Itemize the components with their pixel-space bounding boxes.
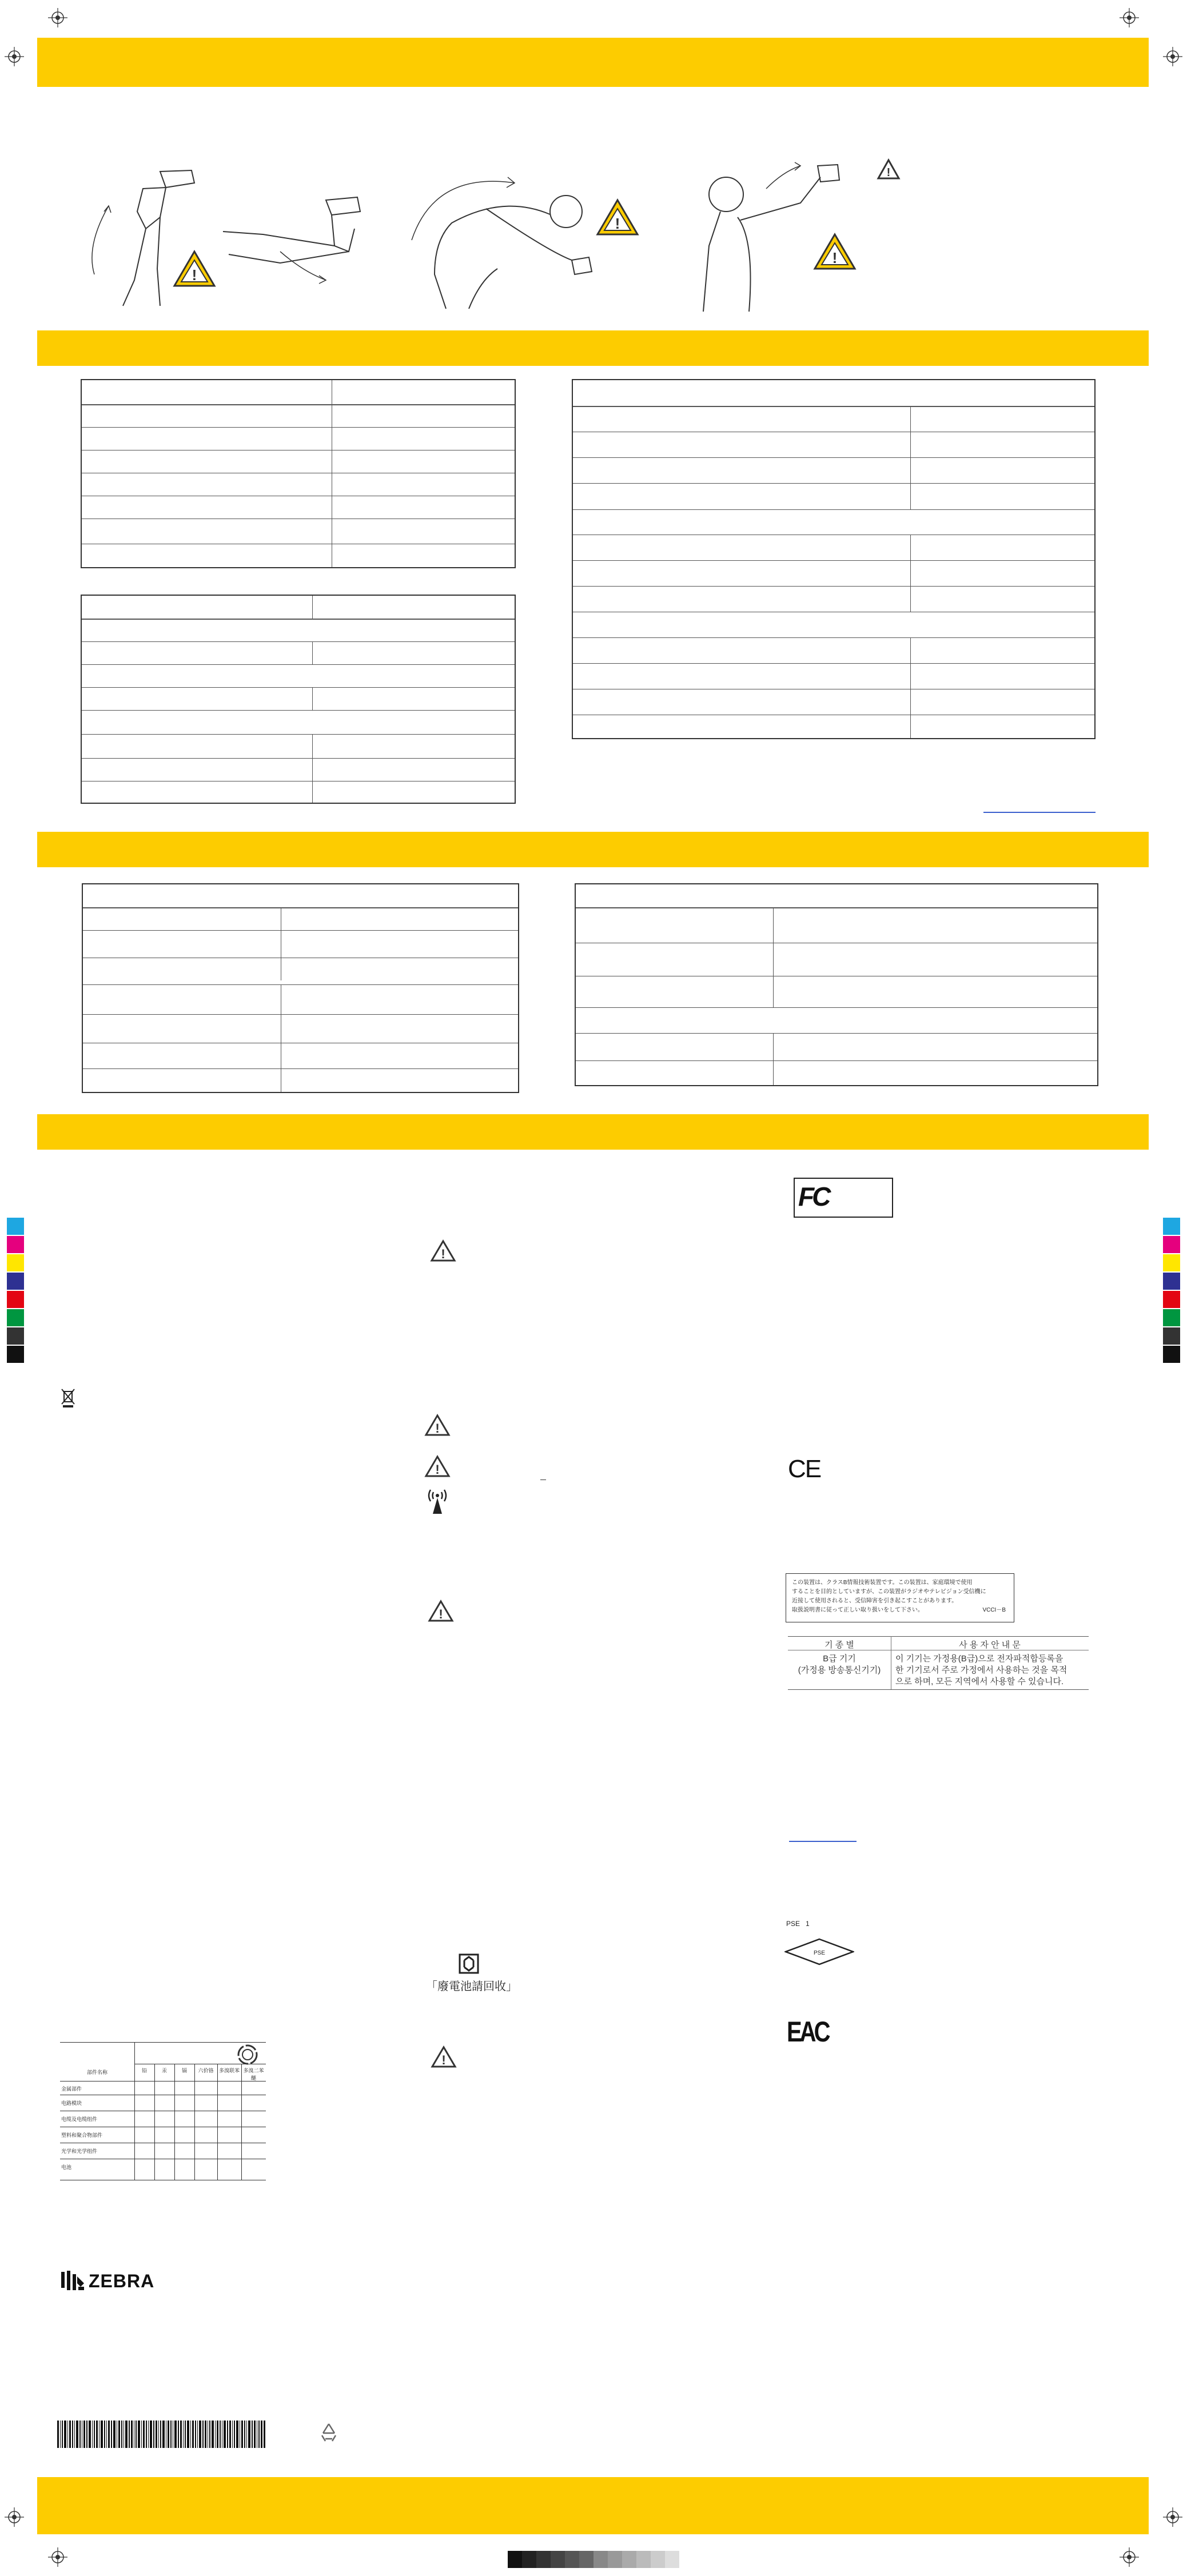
col-header: 镉 (181, 2068, 187, 2073)
spec-table-1 (81, 379, 516, 568)
warning-triangle-icon (598, 200, 638, 234)
pse-diamond-mark (784, 1938, 854, 1965)
registration-mark-icon (1120, 8, 1139, 27)
link-underline[interactable] (789, 1841, 857, 1842)
overhead-reach-illustration (686, 154, 863, 314)
korea-notice: 한 기기로서 주로 가정에서 사용하는 것을 목적 (895, 1665, 1067, 1675)
crossed-out-bin-icon (61, 1388, 75, 1407)
registration-mark-icon (48, 8, 67, 27)
header-band (37, 38, 1149, 87)
battery-recycle-icon (457, 1952, 480, 1975)
section-band-regulatory (37, 1114, 1149, 1150)
registration-mark-icon (5, 2507, 24, 2527)
table-row: 电池 (61, 2164, 72, 2170)
col-header: 六价铬 (198, 2068, 214, 2073)
col-header: 铅 (141, 2068, 147, 2073)
table-row: 光学和光学组件 (61, 2148, 98, 2154)
eac-mark: EAC (787, 2016, 828, 2048)
vcci-code: VCCI－B (982, 1607, 1006, 1613)
col-header: 多溴联苯 (218, 2068, 240, 2073)
warning-icon (424, 1455, 451, 1478)
environmental-use-period-icon (236, 2043, 259, 2066)
section-band-ergonomics (37, 330, 1149, 366)
vcci-line: 近接して使用されると、受信障害を引き起こすことがあります。 (792, 1598, 958, 1604)
bending-posture-illustration (400, 160, 640, 314)
warning-icon (877, 158, 901, 180)
svg-text:PSE: PSE (813, 1950, 826, 1956)
warning-icon (428, 1600, 454, 1622)
registration-mark-icon (1120, 2547, 1139, 2567)
warning-icon (424, 1414, 451, 1437)
korea-header: 사 용 자 안 내 문 (959, 1640, 1021, 1650)
part-name-header: 部件名称 (86, 2069, 107, 2075)
zebra-logo (60, 2268, 163, 2294)
fcc-logo-box (794, 1178, 893, 1218)
svg-text:!: ! (435, 1421, 440, 1435)
vcci-line: 取扱説明書に従って正しい取り扱いをして下さい。 (792, 1607, 923, 1613)
ce-mark: CE (788, 1455, 821, 1483)
registration-mark-icon (1163, 2507, 1182, 2527)
col-header: 多溴二苯醚 (243, 2068, 264, 2081)
svg-text:!: ! (439, 1607, 443, 1621)
wrist-posture-illustration (74, 166, 406, 309)
svg-text:!: ! (441, 1247, 445, 1261)
warning-icon (431, 2045, 457, 2068)
warning-triangle-icon (174, 252, 214, 286)
vcci-line: この装置は、クラスB情報技術装置です。この装置は、家庭環境で使用 (792, 1580, 973, 1586)
vcci-line: することを目的としていますが、この装置がラジオやテレビジョン受信機に (792, 1589, 986, 1595)
registration-mark-icon (48, 2547, 67, 2567)
spec-table-2 (81, 595, 516, 804)
svg-text:!: ! (615, 215, 620, 232)
svg-text:!: ! (441, 2053, 446, 2067)
spec-table-4 (82, 883, 519, 1093)
warning-triangle-icon (815, 234, 855, 269)
zebra-head-icon (60, 2270, 85, 2292)
footer-band (37, 2477, 1149, 2534)
table-row: 电路模块 (61, 2100, 82, 2106)
vcci-notice (786, 1573, 1014, 1622)
svg-text:!: ! (192, 266, 197, 284)
brand-name: ZEBRA (89, 2271, 155, 2291)
table-row: 塑料和聚合物部件 (61, 2132, 103, 2138)
barcode (57, 2421, 266, 2448)
svg-text:!: ! (886, 166, 891, 179)
pse-label: PSE 1 (786, 1920, 810, 1928)
warning-icon (430, 1239, 456, 1262)
spec-table-5 (575, 883, 1098, 1086)
korea-notice: 이 기기는 가정용(B급)으로 전자파적합등록을 (895, 1654, 1063, 1664)
recycle-icon (317, 2422, 340, 2445)
korea-class: (가정용 방송통신기기) (798, 1665, 881, 1675)
fcc-logo: FC (798, 1182, 829, 1211)
korea-notice-table (788, 1636, 1089, 1690)
radio-frequency-antenna-icon (424, 1485, 451, 1515)
col-header: 汞 (161, 2068, 167, 2073)
spec-table-3 (572, 379, 1096, 739)
svg-text:!: ! (832, 249, 838, 266)
china-rohs-table (60, 2042, 266, 2180)
korea-notice: 으로 하며, 모든 지역에서 사용할 수 있습니다. (895, 1677, 1064, 1686)
registration-mark-icon (1163, 47, 1182, 66)
table-row: 电缆及电缆组件 (61, 2116, 98, 2122)
grayscale-bar (508, 2551, 679, 2568)
svg-text:!: ! (435, 1462, 440, 1477)
link-underline[interactable] (983, 812, 1096, 813)
registration-mark-icon (5, 47, 24, 66)
section-band-specifications (37, 832, 1149, 867)
korea-header: 기 종 별 (824, 1640, 854, 1650)
table-row: 金属部件 (61, 2086, 82, 2092)
korea-class: B급 기기 (823, 1654, 856, 1664)
battery-recycle-text: 「廢電池請回收」 (426, 1980, 517, 1993)
